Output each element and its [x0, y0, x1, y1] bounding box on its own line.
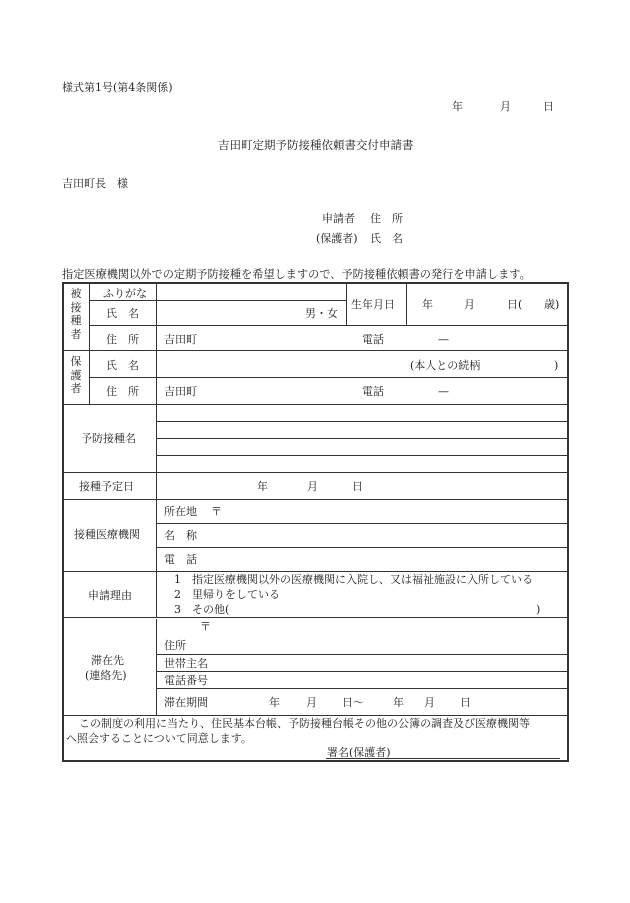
recipient-name-field[interactable] — [158, 303, 298, 323]
institution-location-field[interactable] — [222, 502, 562, 520]
consent-text-line2: へ照会することについて同意します。 — [66, 732, 252, 745]
stay-period-label: 滞在期間 — [164, 696, 208, 709]
stay-contact-label: (連絡先) — [85, 669, 127, 682]
age-label: 歳) — [544, 298, 560, 311]
recipient-vertical-label: 被 接 種 者 — [70, 287, 82, 341]
reason-option-3[interactable]: 3 その他( — [174, 603, 230, 616]
addressee: 吉田町長 様 — [62, 177, 128, 190]
householder-label: 世帯主名 — [164, 657, 208, 670]
reason-option-1[interactable]: 1 指定医療機関以外の医療機関に入院し、又は福祉施設に入所している — [174, 573, 533, 586]
stay-address-field[interactable] — [190, 637, 562, 652]
applicant-name-label: 氏 名 — [370, 232, 403, 245]
relationship-close: ) — [554, 359, 559, 372]
institution-name-field[interactable] — [202, 526, 562, 544]
applicant-guardian-role: (保護者) — [316, 232, 358, 245]
intro-text: 指定医療機関以外での定期予防接種を希望しますので、予防接種依頼書の発行を申請します。 — [62, 268, 531, 281]
form-title: 吉田町定期予防接種依頼書交付申請書 — [218, 138, 414, 152]
date-month-label: 月 — [500, 100, 511, 113]
date-day-label: 日 — [543, 100, 554, 113]
birth-year-label: 年 — [422, 298, 433, 311]
signature-label: 署名(保護者) — [327, 746, 391, 759]
schedule-label: 接種予定日 — [79, 480, 134, 493]
vaccine-name-field-1[interactable] — [158, 406, 566, 420]
recipient-phone-label: 電話 — [362, 333, 384, 346]
birth-month-label: 月 — [464, 298, 475, 311]
gender-selector[interactable]: 男・女 — [305, 307, 338, 320]
recipient-phone-field[interactable]: — — [438, 333, 449, 346]
stay-end-day[interactable]: 日 — [460, 696, 471, 709]
guardian-phone-field[interactable]: — — [438, 385, 449, 398]
reason-other-close: ) — [536, 603, 541, 616]
guardian-name-label: 氏 名 — [106, 359, 139, 372]
signature-field[interactable] — [326, 746, 560, 759]
stay-end-year[interactable]: 年 — [393, 696, 404, 709]
stay-postal-field[interactable] — [212, 620, 562, 634]
stay-label: 滞在先 — [91, 654, 124, 667]
institution-location-label: 所在地 — [164, 505, 197, 518]
vaccine-name-field-2[interactable] — [158, 423, 566, 437]
vaccine-name-label: 予防接種名 — [81, 432, 136, 445]
stay-start-day[interactable]: 日〜 — [342, 696, 364, 709]
consent-text-line1: この制度の利用に当たり、住民基本台帳、予防接種台帳その他の公簿の調査及び医療機関等 — [79, 717, 530, 730]
form-number: 様式第1号(第4条関係) — [62, 81, 173, 94]
furigana-label: ふりがな — [103, 287, 147, 300]
institution-name-label: 名 称 — [164, 529, 197, 542]
stay-phone-field[interactable] — [215, 673, 562, 687]
stay-end-month[interactable]: 月 — [424, 696, 435, 709]
guardian-vertical-label: 保 護 者 — [70, 355, 82, 395]
stay-start-year[interactable]: 年 — [269, 696, 280, 709]
guardian-address-field[interactable]: 吉田町 — [164, 385, 197, 398]
institution-label: 接種医療機関 — [74, 528, 140, 541]
schedule-month-label[interactable]: 月 — [307, 480, 318, 493]
birth-day-label: 日( — [507, 298, 523, 311]
applicant-address-label: 住 所 — [370, 212, 403, 225]
guardian-phone-label: 電話 — [362, 385, 384, 398]
vaccine-name-field-3[interactable] — [158, 440, 566, 454]
institution-phone-label: 電 話 — [164, 553, 197, 566]
institution-postal-mark: 〒 — [211, 505, 222, 518]
stay-postal-mark: 〒 — [200, 620, 211, 633]
recipient-address-field[interactable]: 吉田町 — [164, 333, 197, 346]
vaccine-name-field-4[interactable] — [158, 457, 566, 471]
guardian-address-label: 住 所 — [106, 385, 139, 398]
reason-label: 申請理由 — [88, 589, 132, 602]
stay-phone-label: 電話番号 — [164, 674, 208, 687]
schedule-year-label[interactable]: 年 — [257, 480, 268, 493]
guardian-name-field[interactable] — [158, 353, 398, 373]
relationship-label: (本人との続柄 — [410, 359, 481, 372]
householder-field[interactable] — [215, 656, 562, 670]
birth-date-label: 生年月日 — [351, 298, 395, 311]
date-year-label: 年 — [452, 100, 463, 113]
reason-option-2[interactable]: 2 里帰りをしている — [174, 588, 280, 601]
furigana-field[interactable] — [158, 287, 344, 299]
recipient-address-label: 住 所 — [106, 333, 139, 346]
applicant-role: 申請者 — [322, 212, 355, 225]
stay-start-month[interactable]: 月 — [306, 696, 317, 709]
schedule-day-label[interactable]: 日 — [352, 480, 363, 493]
stay-address-label: 住所 — [164, 639, 186, 652]
recipient-name-label: 氏 名 — [106, 307, 139, 320]
institution-phone-field[interactable] — [202, 550, 562, 568]
